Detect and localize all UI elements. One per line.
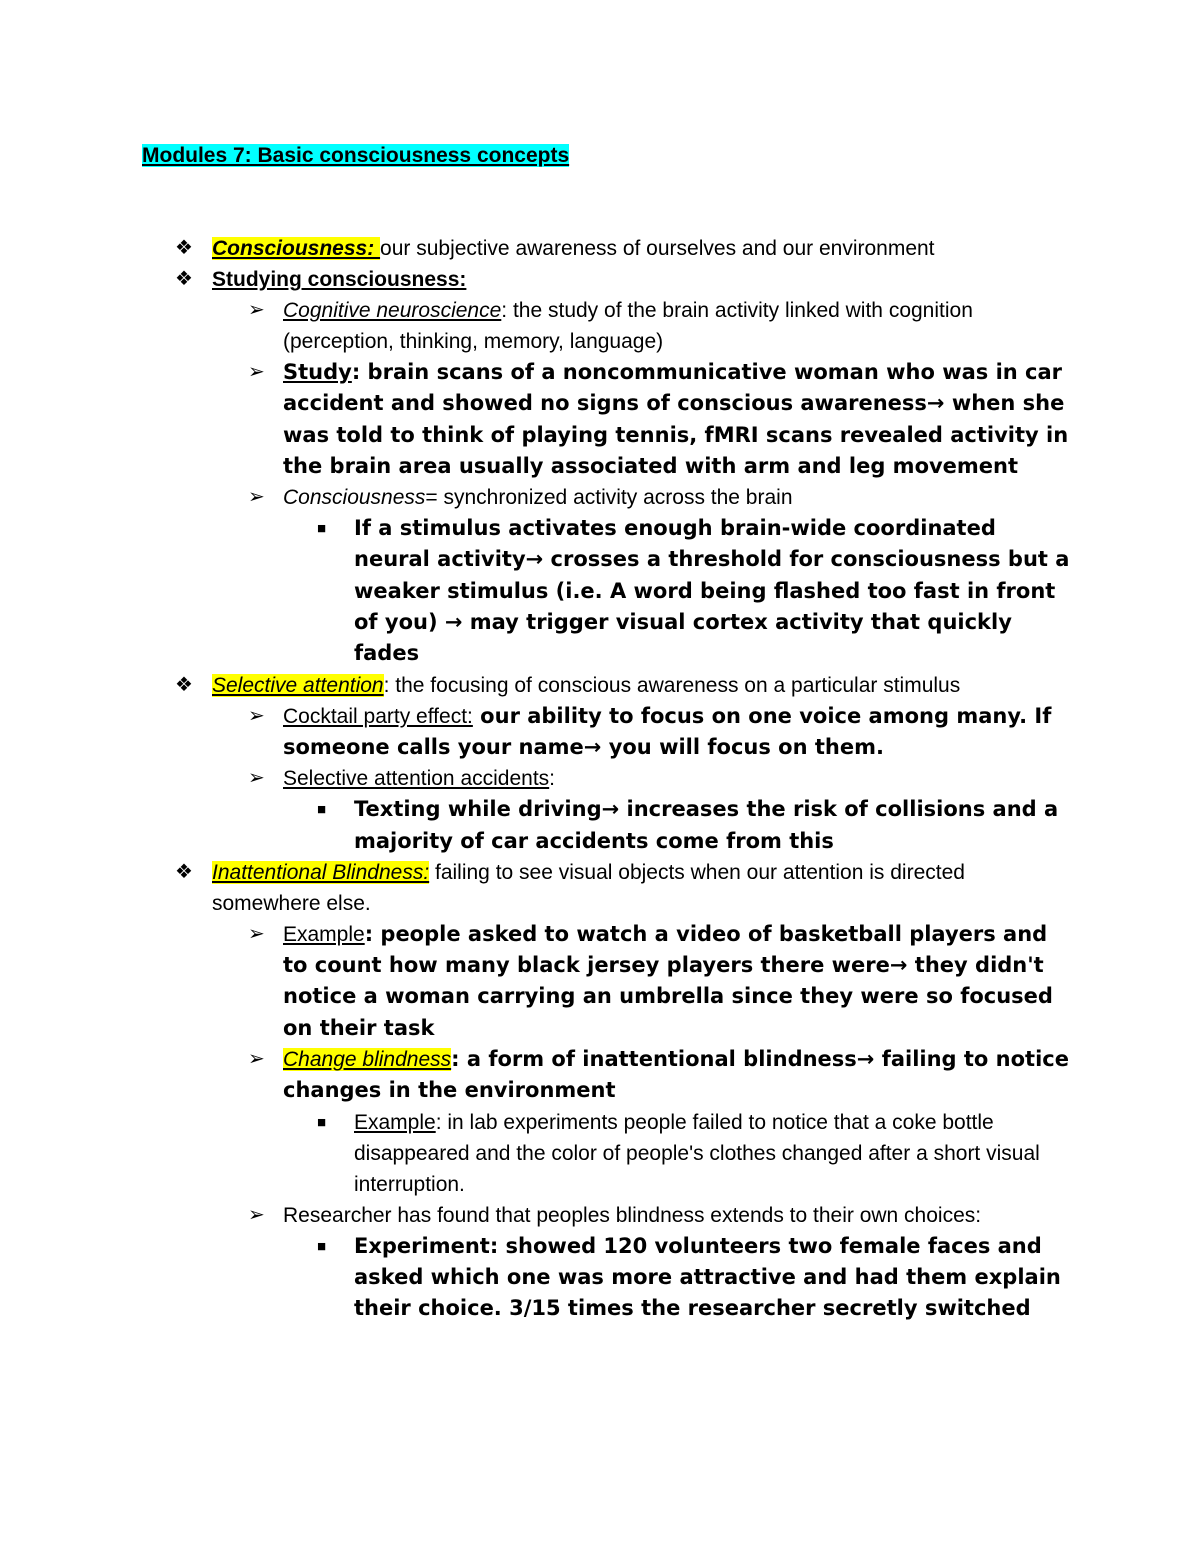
text-texting: Texting while driving→ increases the risk of collisions and a majority of car accidents come from this — [354, 797, 1059, 853]
term-sync: Consciousness — [283, 486, 426, 510]
arrow-bullet-icon: ➢ — [248, 922, 265, 945]
text-experiment: Experiment: showed 120 volunteers two female faces and asked which one was more attractive and had them explain their choice. 3/15 times the researcher secretly switched — [354, 1233, 1061, 1321]
list-item-accidents: ➢ Selective attention accidents: — [175, 763, 1075, 794]
term-cognitive: Cognitive neuroscience — [283, 299, 502, 322]
term-change: Change blindness — [283, 1048, 452, 1072]
list-item-sync — [175, 482, 1075, 513]
notes-outline — [175, 233, 1075, 1325]
term-consciousness: Consciousness: — [212, 237, 381, 260]
term-accidents: Selective attention accidents — [283, 767, 550, 791]
list-item-change-blindness — [175, 1044, 1075, 1107]
list-item-coke-example — [175, 1107, 1075, 1200]
square-bullet-icon: ■ — [317, 1237, 327, 1255]
arrow-bullet-icon: ➢ — [248, 299, 265, 321]
list-item-inattentional — [175, 857, 1075, 919]
term-example: Example — [283, 922, 365, 946]
diamond-bullet-icon: ❖ — [175, 268, 193, 290]
square-bullet-icon: ■ — [317, 520, 327, 538]
list-item-researcher — [175, 1200, 1075, 1231]
diamond-bullet-icon: ❖ — [175, 237, 193, 259]
diamond-bullet-icon: ❖ — [175, 673, 193, 696]
text-threshold: If a stimulus activates enough brain-wide coordinated neural activity→ crosses a threshold for consciousness but a weaker stimulus (i.e. A word being flashed too fast in front of you) → may trigger visual cortex activity that quickly fades — [354, 516, 1070, 666]
text-change: : a form of inattentional blindness→ failing to notice changes in the environment — [283, 1047, 1069, 1103]
arrow-bullet-icon: ➢ — [248, 1203, 265, 1226]
diamond-bullet-icon: ❖ — [175, 860, 193, 883]
list-item-selective — [175, 670, 1075, 701]
page-title: Modules 7: Basic consciousness concepts — [142, 144, 570, 167]
term-studying: Studying consciousness: — [212, 268, 467, 291]
term-cocktail: Cocktail party effect: — [283, 704, 473, 728]
list-item-studying — [175, 264, 1075, 295]
list-item-threshold — [175, 513, 1075, 669]
text-example: : people asked to watch a video of basketball players and to count how many black jersey players there were→ they didn't notice a woman carrying an umbrella since they were so focused on their task — [283, 921, 1053, 1040]
text-cocktail: our ability to focus on one voice among many. If someone calls your name→ you will focus on them. — [283, 703, 1052, 759]
list-item-experiment — [175, 1231, 1075, 1325]
definition-consciousness: our subjective awareness of ourselves and our environment — [380, 237, 935, 260]
arrow-bullet-icon: ➢ — [248, 361, 265, 383]
definition-inattentional: failing to see visual objects when our attention is directed somewhere else. — [212, 860, 965, 915]
text-study: : brain scans of a noncommunicative woman who was in car accident and showed no signs of conscious awareness→ when she was told to think of playing tennis, fMRI scans revealed activity in the brain area usually associated with arm and leg movement — [283, 360, 1069, 478]
text-researcher: Researcher has found that peoples blindness extends to their own choices: — [283, 1203, 982, 1227]
square-bullet-icon: ■ — [317, 1113, 327, 1131]
list-item-study — [175, 357, 1075, 482]
definition-cognitive: : the study of the brain activity linked with cognition (perception, thinking, memory, language) — [283, 299, 973, 353]
term-example-coke: Example — [354, 1110, 436, 1134]
studying-sublist — [175, 295, 1075, 670]
list-item-consciousness — [175, 233, 1075, 264]
term-selective: Selective attention — [212, 673, 384, 697]
term-inattentional: Inattentional Blindness: — [212, 860, 430, 884]
top-level-list — [175, 233, 1075, 1325]
list-item-example-basketball — [175, 919, 1075, 1044]
text-sync: = synchronized activity across the brain — [425, 486, 793, 510]
list-item-texting — [175, 794, 1075, 857]
term-study: Study — [283, 360, 352, 384]
list-item-cognitive — [175, 295, 1075, 357]
arrow-bullet-icon: ➢ — [248, 767, 265, 790]
arrow-bullet-icon: ➢ — [248, 1048, 265, 1071]
arrow-bullet-icon: ➢ — [248, 486, 265, 509]
square-bullet-icon: ■ — [317, 801, 327, 819]
definition-selective: : the focusing of conscious awareness on a particular stimulus — [383, 673, 961, 697]
text-example-coke: : in lab experiments people failed to notice that a coke bottle disappeared and the color of people's clothes changed after a short visual interruption. — [354, 1110, 1040, 1196]
list-item-cocktail — [175, 701, 1075, 764]
arrow-bullet-icon: ➢ — [248, 704, 265, 727]
